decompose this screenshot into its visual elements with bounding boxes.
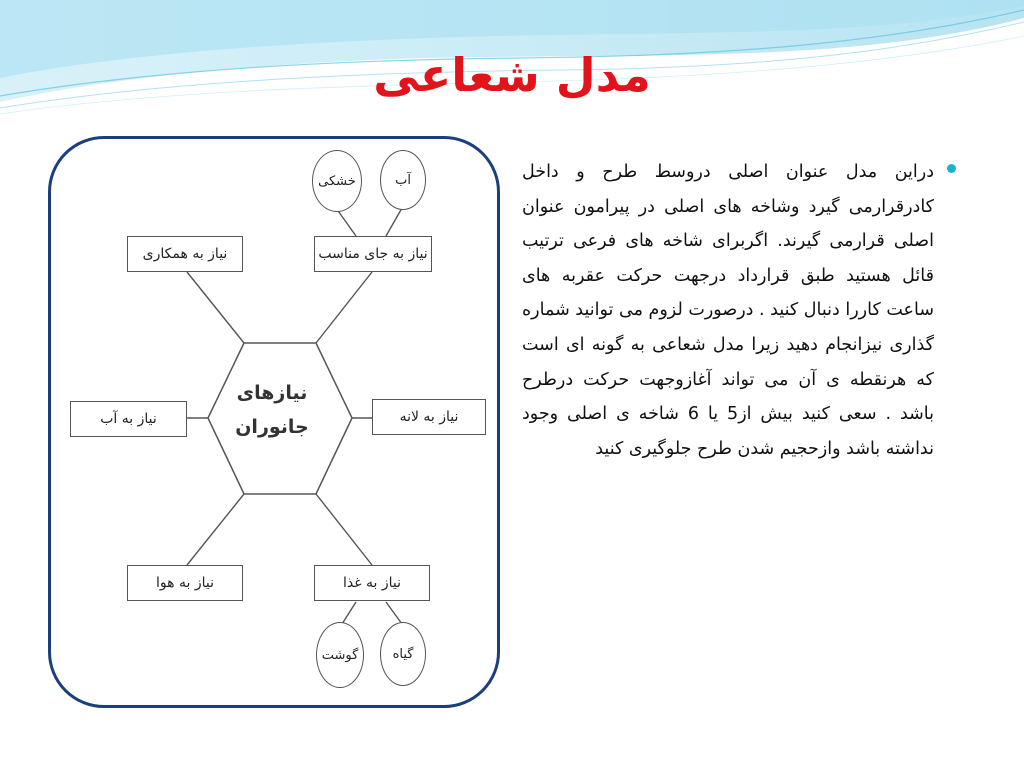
branch-water: نیاز به آب bbox=[70, 401, 187, 437]
leaf-water: آب bbox=[380, 150, 426, 210]
branch-cooperation: نیاز به همکاری bbox=[127, 236, 243, 272]
connector-leaf-water bbox=[386, 208, 402, 236]
connector-air bbox=[187, 494, 244, 565]
leaf-meat: گوشت bbox=[316, 622, 364, 688]
connector-cooperation bbox=[187, 272, 244, 343]
connector-food bbox=[316, 494, 372, 565]
branch-nest: نیاز به لانه bbox=[372, 399, 486, 435]
connector-meat bbox=[342, 602, 356, 624]
connector-plant bbox=[386, 602, 402, 624]
leaf-dry-land: خشکی bbox=[312, 150, 362, 212]
leaf-plant: گیاه bbox=[380, 622, 426, 686]
connector-dry bbox=[336, 208, 356, 236]
slide-title: مدل شعاعی bbox=[373, 48, 651, 102]
connector-place bbox=[316, 272, 372, 343]
branch-suitable-place: نیاز به جای مناسب bbox=[314, 236, 432, 272]
bullet-icon bbox=[947, 164, 956, 173]
hub-label bbox=[222, 376, 322, 444]
branch-air: نیاز به هوا bbox=[127, 565, 243, 601]
branch-food: نیاز به غذا bbox=[314, 565, 430, 601]
body-paragraph: دراین مدل عنوان اصلی دروسط طرح و داخل کادرقرارمی گیرد وشاخه های اصلی در پیرامون عنوان اصلی قرارمی گیرند. اگربرای شاخه های فرعی ترتیب قائل هستید طبق قرارداد درجهت حرکت عقربه های ساعت کاررا دنبال کنید . درصورت لزوم می توانید شماره گذاری نیزانجام دهید زیرا مدل شعاعی به گونه ای است که هرنقطه ی آن می تواند آغازوجهت حرکت درطرح باشد . سعی کنید بیش از5 یا 6 شاخه ی اصلی وجود نداشته باشد وازحجیم شدن طرح جلوگیری کنید bbox=[522, 162, 935, 459]
hub-label-line1: نیازهای bbox=[236, 382, 308, 404]
hub-label-line2: جانوران bbox=[235, 416, 309, 438]
